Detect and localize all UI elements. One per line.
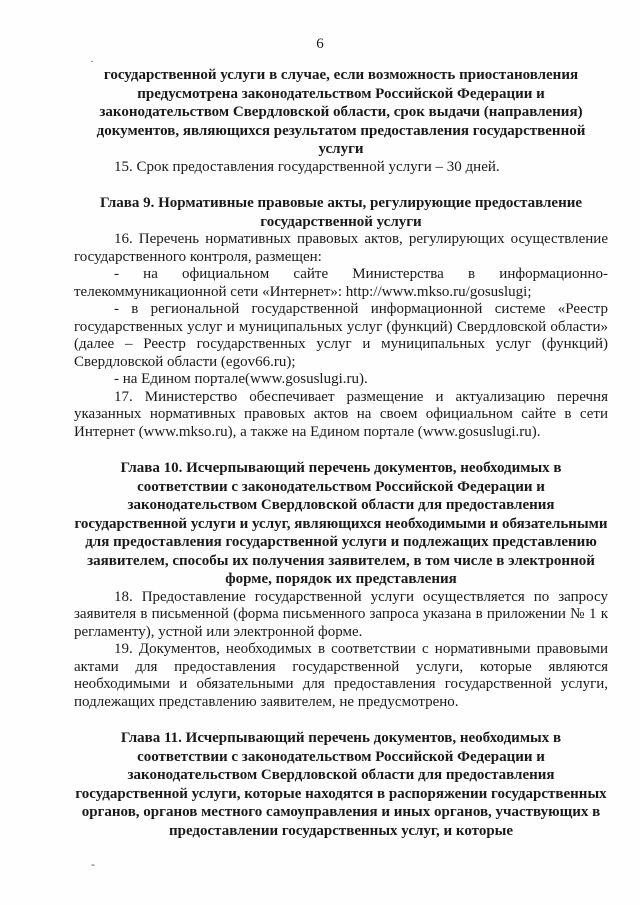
spacer xyxy=(74,711,608,729)
paragraph: - на официальном сайте Министерства в информационно-телекоммуникационной сети «Интернет»: http://www.mkso.ru/gosuslugi; xyxy=(74,266,608,300)
paragraph: 17. Министерство обеспечивает размещение и актуализацию перечня указанных нормативных правовых актов на своем официальном сайте в сети Интернет (www.mkso.ru), а также на Едином портале (www.gosuslugi.ru). xyxy=(74,388,608,440)
document-body xyxy=(74,66,608,840)
spacer xyxy=(74,441,608,459)
chapter-heading: Глава 11. Исчерпывающий перечень документов, необходимых в соответствии с законодательством Российской Федерации и законодательством Свердловской области для предоставления государственной услуги, которые находятся в распоряжении государственных органов, органов местного самоуправления и иных органов, участвующих в предоставлении государственных услуг, и которые xyxy=(75,730,607,839)
chapter-heading: Глава 9. Нормативные правовые акты, регулирующие предоставление государственной услуги xyxy=(99,195,583,230)
page-number: 6 xyxy=(316,36,324,52)
paragraph: - на Едином портале(www.gosuslugi.ru). xyxy=(114,371,368,387)
paragraph: 18. Предоставление государственной услуги осуществляется по запросу заявителя в письменной (форма письменного запроса указана в приложении № 1 к регламенту), устной или электронной форме. xyxy=(74,588,608,640)
chapter-heading: государственной услуги в случае, если возможность приостановления предусмотрена законодательством Российской Федерации и законодательством Свердловской области, срок выдачи (направления) документов, являющихся результатом предоставления государственной услуги xyxy=(96,67,586,157)
scan-speck: · xyxy=(90,54,94,68)
spacer xyxy=(74,176,608,194)
paragraph: 19. Документов, необходимых в соответствии с нормативными правовыми актами для предоставления государственной услуги, которые являются необходимыми и обязательными для предоставления государственной услуги, подлежащих представлению заявителем, не предусмотрено. xyxy=(74,641,608,710)
paragraph: - в региональной государственной информационной системе «Реестр государственных услуг и муниципальных услуг (функций) Свердловской области» (далее – Реестр государственных услуг и муниципальных услуг (функций) Свердловской области (egov66.ru); xyxy=(74,301,608,370)
scan-speck: - xyxy=(91,857,95,871)
paragraph: 16. Перечень нормативных правовых актов, регулирующих осуществление государственного контроля, размещен: xyxy=(74,231,608,265)
paragraph: 15. Срок предоставления государственной услуги – 30 дней. xyxy=(114,158,500,175)
chapter-heading: Глава 10. Исчерпывающий перечень документов, необходимых в соответствии с законодательством Российской Федерации и законодательством Свердловской области для предоставления государственной услуги и услуг, являющихся необходимыми и обязательными для предоставления государственной услуги и подлежащих представлению заявителем, способы их получения заявителем, в том числе в электронной форме, порядок их представления xyxy=(74,460,608,587)
